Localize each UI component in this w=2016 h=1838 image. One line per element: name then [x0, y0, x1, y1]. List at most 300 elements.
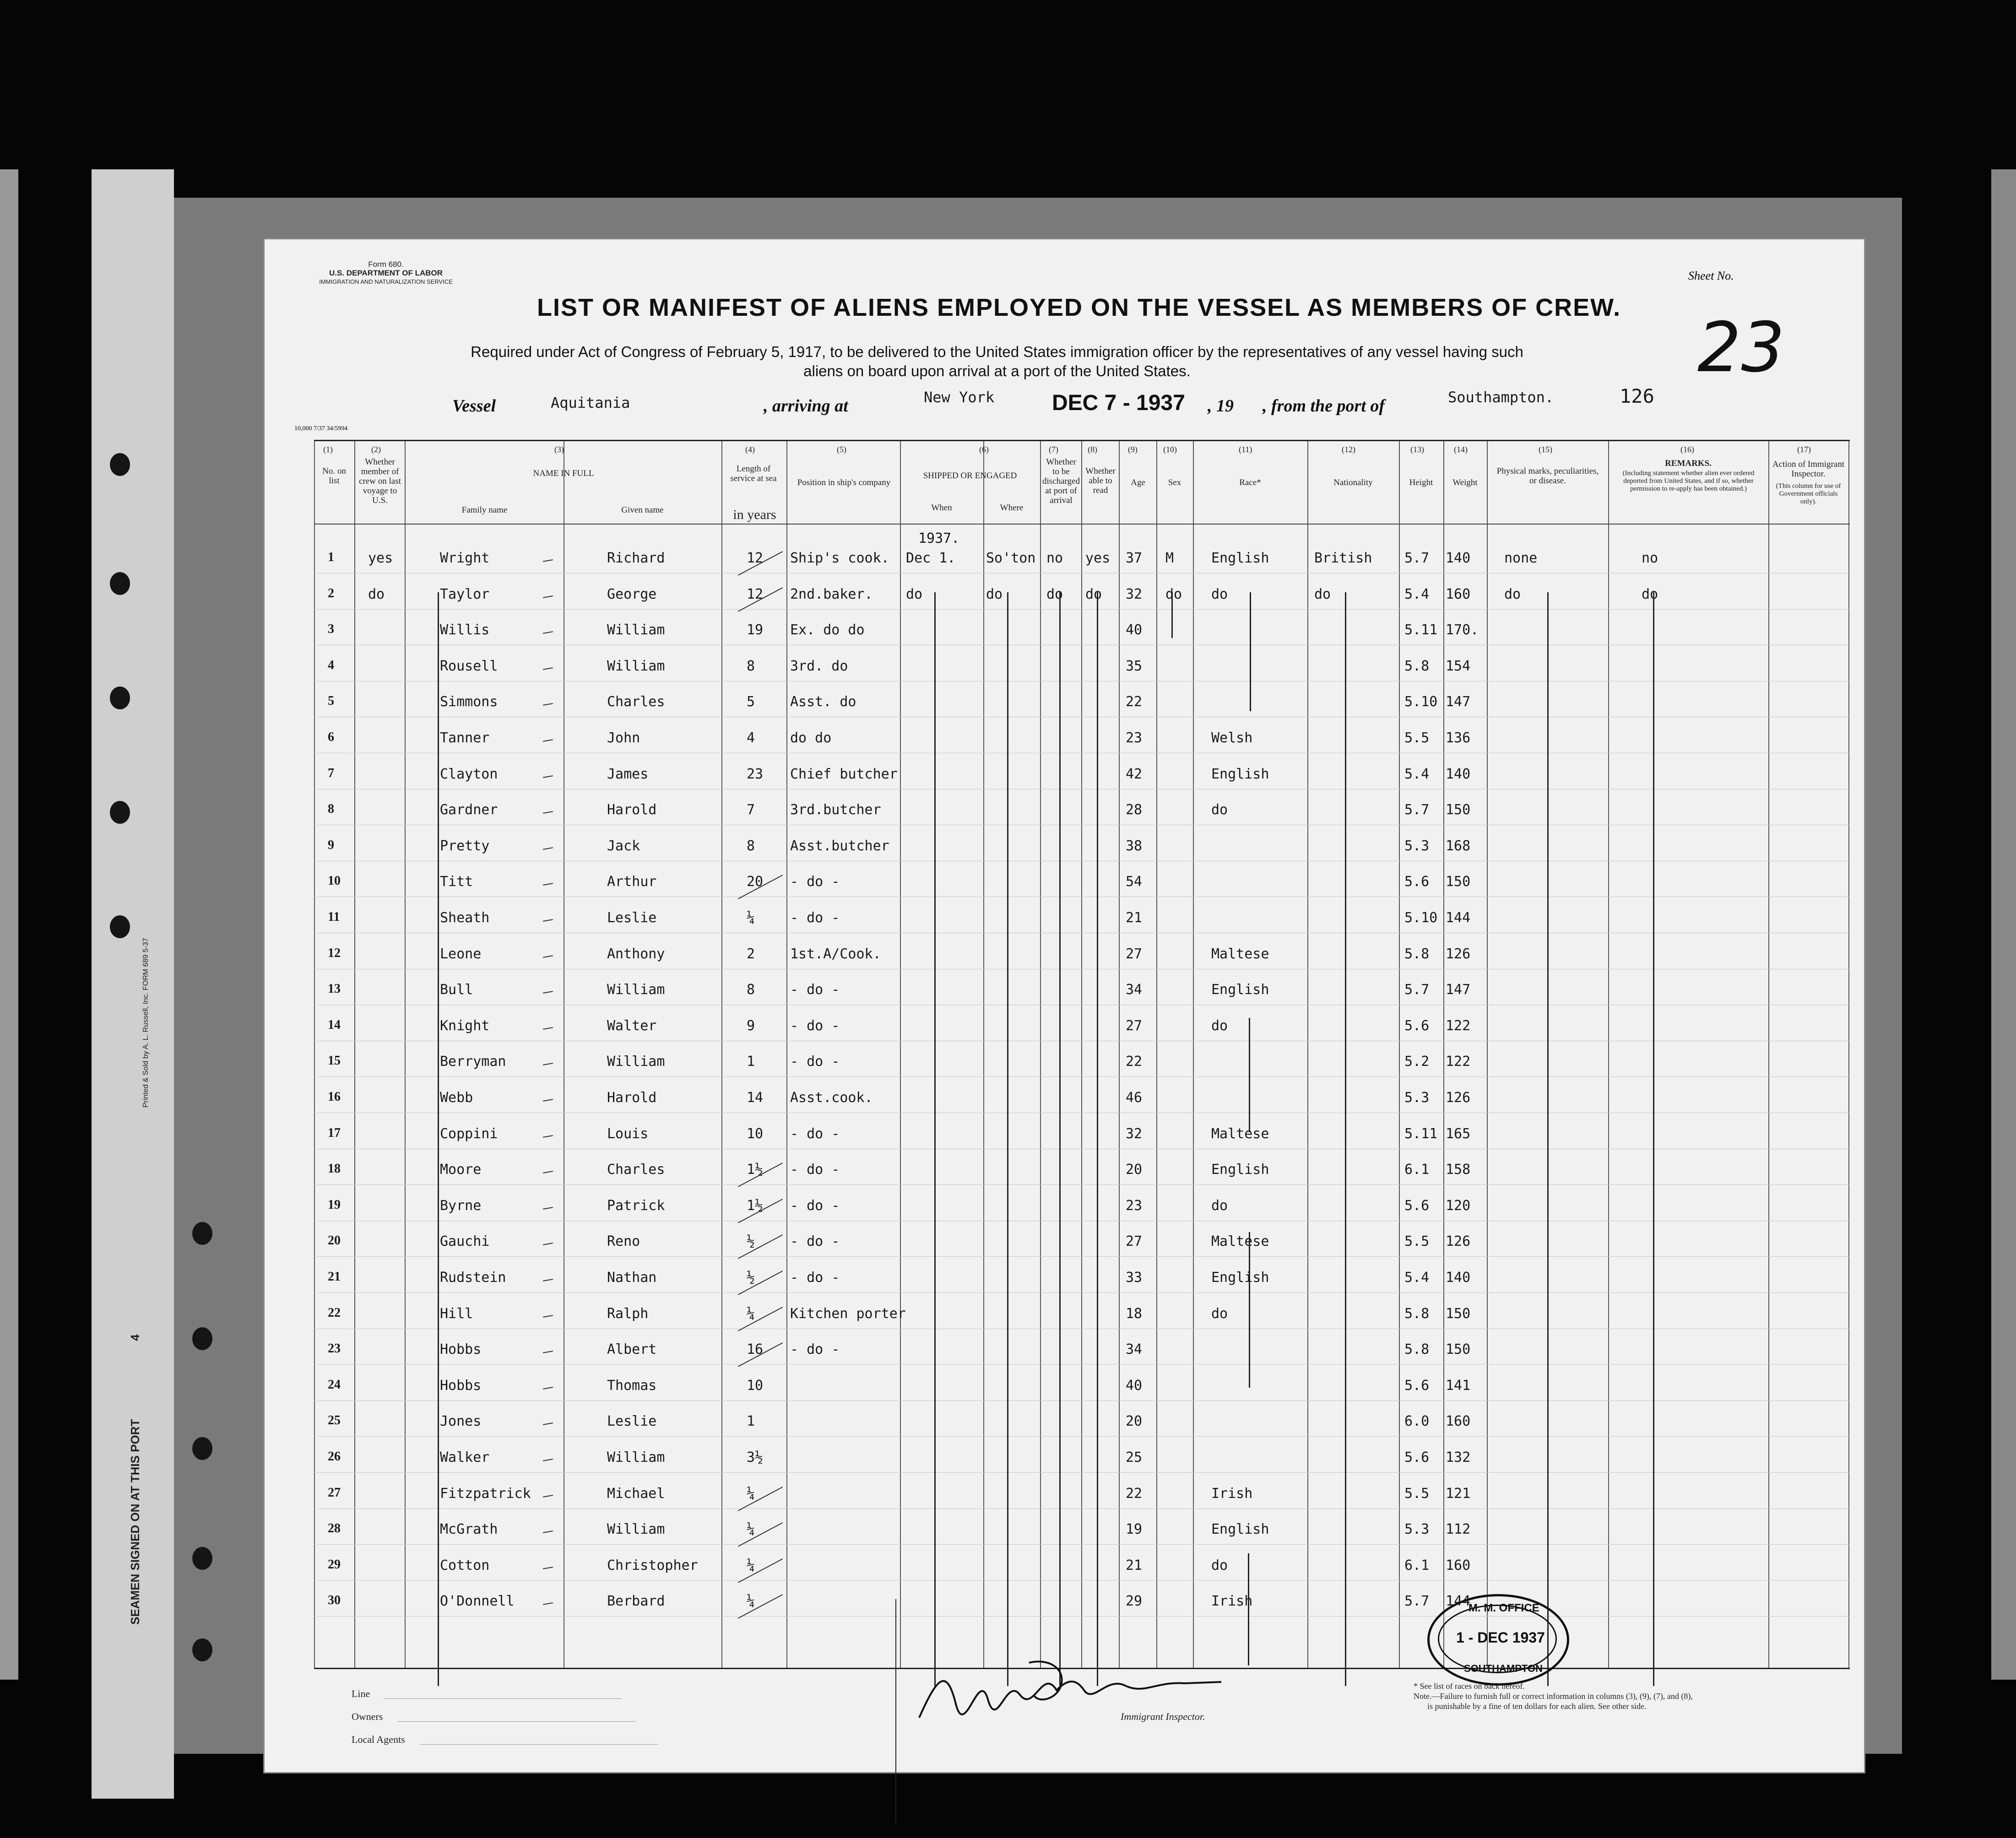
check-tick: [543, 919, 553, 922]
ditto-mark: [438, 592, 439, 1686]
col-num-15: (15): [1539, 445, 1552, 454]
row-number: 8: [328, 802, 334, 816]
cell-weight: 122: [1446, 1054, 1471, 1070]
col-age: Age: [1131, 478, 1145, 487]
handwritten-sheet-number: 23: [1697, 308, 1785, 388]
scan-edge-right: [1991, 169, 2016, 1680]
cell-when: Dec 1.: [906, 550, 956, 566]
cell-given-name: Harold: [607, 802, 657, 818]
cell-weight: 126: [1446, 1090, 1471, 1106]
row-number: 12: [328, 946, 341, 960]
check-tick: [543, 703, 553, 706]
cell-height: 5.5: [1404, 730, 1430, 746]
cell-sex: M: [1165, 550, 1174, 566]
col-inspector-action: Action of Immigrant Inspector.: [1772, 460, 1845, 479]
cell-given-name: Walter: [607, 1017, 657, 1034]
cell-length-of-service: 8: [747, 838, 755, 854]
check-tick: [543, 739, 553, 742]
cell-height: 5.5: [1404, 1233, 1430, 1250]
row-number: 20: [328, 1233, 341, 1248]
cell-family-name: Hobbs: [440, 1341, 482, 1358]
cell-height: 5.6: [1404, 1197, 1430, 1214]
cell-family-name: Sheath: [440, 910, 490, 926]
cell-length-of-service: 1½: [747, 1197, 764, 1214]
cell-age: 40: [1126, 622, 1143, 638]
cell-nationality: do: [1314, 586, 1331, 602]
ditto-mark: [1345, 592, 1346, 1686]
cell-position: - do -: [790, 1125, 840, 1142]
check-tick: [543, 1530, 553, 1533]
cell-length-of-service: 10: [747, 1377, 764, 1394]
penalty-note-1: Note.—Failure to furnish full or correct information in columns (3), (9), (7), and (8),: [1414, 1692, 1693, 1701]
cell-family-name: Fitzpatrick: [440, 1485, 531, 1502]
cell-given-name: Harold: [607, 1090, 657, 1106]
col-num-14: (14): [1454, 445, 1468, 454]
cell-race: English: [1211, 982, 1269, 998]
cell-weight: 144: [1446, 1593, 1471, 1610]
col-num-2: (2): [371, 445, 381, 454]
col-num-9: (9): [1128, 445, 1138, 454]
cell-length-of-service: ¼: [747, 910, 755, 926]
cell-length-of-service: ½: [747, 1233, 755, 1250]
col-num-1: (1): [323, 445, 333, 454]
row-number: 13: [328, 982, 341, 996]
cell-age: 22: [1126, 1054, 1143, 1070]
cell-length-of-service: 9: [747, 1017, 755, 1034]
cell-family-name: Walker: [440, 1449, 490, 1465]
punch-hole: [110, 572, 130, 595]
col-physical-marks: Physical marks, peculiarities, or disease.: [1496, 466, 1599, 486]
cell-position: - do -: [790, 982, 840, 998]
row-number: 15: [328, 1054, 341, 1068]
cell-position: - do -: [790, 1197, 840, 1214]
cell-given-name: George: [607, 586, 657, 602]
cell-race: Maltese: [1211, 1125, 1269, 1142]
cell-race: English: [1211, 1162, 1269, 1178]
cell-weight: 165: [1446, 1125, 1471, 1142]
cell-weight: 150: [1446, 802, 1471, 818]
cell-position: - do -: [790, 1233, 840, 1250]
cell-race: do: [1211, 1305, 1228, 1322]
cell-weight: 147: [1446, 982, 1471, 998]
punch-hole: [192, 1638, 212, 1661]
subtitle-line-1: Required under Act of Congress of February 5, 1917, to be delivered to the United States immigration officer by the representatives of any vessel having such: [471, 343, 1523, 360]
row-number: 6: [328, 730, 334, 744]
cell-length-of-service: 4: [747, 730, 755, 746]
cell-family-name: Knight: [440, 1017, 490, 1034]
cell-where: do: [986, 586, 1003, 602]
cell-length-of-service: 8: [747, 982, 755, 998]
cell-position: 1st.A/Cook.: [790, 946, 881, 962]
arriving-label: , arriving at: [764, 396, 848, 416]
col-nationality: Nationality: [1333, 478, 1373, 487]
col-weight: Weight: [1452, 478, 1478, 487]
row-number: 10: [328, 874, 341, 888]
cell-age: 23: [1126, 1197, 1143, 1214]
ditto-mark: [1547, 592, 1549, 1686]
cell-age: 34: [1126, 982, 1143, 998]
row-number: 27: [328, 1485, 341, 1500]
stamp-location: SOUTHAMPTON: [1464, 1663, 1543, 1674]
tally-slash: [738, 1558, 783, 1583]
cell-weight: 136: [1446, 730, 1471, 746]
cell-length-of-service: ¼: [747, 1593, 755, 1610]
cell-height: 6.1: [1404, 1162, 1430, 1178]
row-number: 17: [328, 1125, 341, 1140]
cell-race: Irish: [1211, 1593, 1253, 1610]
col-num-12: (12): [1342, 445, 1355, 454]
punch-hole: [192, 1327, 212, 1350]
cell-position: - do -: [790, 910, 840, 926]
cell-height: 5.3: [1404, 838, 1430, 854]
subtitle-line-2: aliens on board upon arrival at a port of the United States.: [803, 362, 1191, 379]
cell-last-voyage: do: [368, 586, 385, 602]
cell-family-name: Rousell: [440, 658, 498, 674]
owners-label: Owners: [352, 1711, 383, 1722]
cell-height: 5.8: [1404, 1341, 1430, 1358]
cell-age: 29: [1126, 1593, 1143, 1610]
cell-age: 21: [1126, 910, 1143, 926]
col-in-years: in years: [733, 507, 776, 522]
col-height: Height: [1409, 478, 1433, 487]
cell-race: do: [1211, 586, 1228, 602]
binding-strip: [92, 169, 174, 1799]
cell-length-of-service: 20: [747, 874, 764, 890]
col-num-5: (5): [837, 445, 846, 454]
cell-nationality: British: [1314, 550, 1372, 566]
cell-race: Irish: [1211, 1485, 1253, 1502]
tally-slash: [738, 1307, 783, 1331]
cell-race: Welsh: [1211, 730, 1253, 746]
col-where: Where: [1000, 503, 1024, 513]
cell-weight: 120: [1446, 1197, 1471, 1214]
cell-weight: 144: [1446, 910, 1471, 926]
stamp-office: M. M. OFFICE: [1469, 1602, 1539, 1614]
cell-height: 5.2: [1404, 1054, 1430, 1070]
col-length-of-service: Length of service at sea: [730, 464, 777, 483]
punch-hole: [192, 1437, 212, 1460]
cell-age: 32: [1126, 1125, 1143, 1142]
cell-weight: 168: [1446, 838, 1471, 854]
cell-height: 5.7: [1404, 982, 1430, 998]
cell-length-of-service: ¼: [747, 1557, 755, 1573]
check-tick: [543, 1243, 553, 1245]
cell-given-name: Michael: [607, 1485, 665, 1502]
cell-age: 28: [1126, 802, 1143, 818]
cell-height: 5.5: [1404, 1485, 1430, 1502]
races-note: * See list of races on back hereof.: [1414, 1681, 1525, 1691]
cell-position: Asst.butcher: [790, 838, 889, 854]
cell-family-name: O'Donnell: [440, 1593, 515, 1610]
cell-when: do: [906, 586, 923, 602]
col-num-11: (11): [1239, 445, 1252, 454]
check-tick: [543, 883, 553, 886]
check-tick: [543, 775, 553, 778]
ditto-mark: [1653, 592, 1654, 1686]
cell-length-of-service: ¼: [747, 1521, 755, 1538]
cell-height: 5.11: [1404, 1125, 1438, 1142]
page-number: 126: [1620, 385, 1654, 407]
cell-height: 5.10: [1404, 910, 1438, 926]
ditto-mark: [1249, 1232, 1250, 1388]
cell-family-name: Pretty: [440, 838, 490, 854]
check-tick: [543, 1279, 553, 1281]
cell-weight: 141: [1446, 1377, 1471, 1394]
ditto-mark: [1097, 592, 1098, 1686]
cell-family-name: Simmons: [440, 694, 498, 710]
cell-position: Chief butcher: [790, 766, 898, 782]
row-number: 3: [328, 622, 334, 637]
row-number: 7: [328, 766, 334, 780]
cell-weight: 140: [1446, 766, 1471, 782]
cell-family-name: Webb: [440, 1090, 473, 1106]
cell-given-name: Leslie: [607, 910, 657, 926]
col-given-name: Given name: [621, 505, 664, 515]
check-tick: [543, 1099, 553, 1102]
cell-length-of-service: 7: [747, 802, 755, 818]
departure-port: Southampton.: [1448, 389, 1554, 406]
cell-family-name: Tanner: [440, 730, 490, 746]
cell-length-of-service: 1: [747, 1413, 755, 1430]
cell-weight: 150: [1446, 874, 1471, 890]
cell-race: Maltese: [1211, 946, 1269, 962]
cell-position: - do -: [790, 874, 840, 890]
cell-remarks: no: [1642, 550, 1658, 566]
year-written: 1937.: [918, 530, 960, 546]
cell-length-of-service: 12: [747, 550, 764, 566]
row-number: 19: [328, 1197, 341, 1212]
cell-weight: 147: [1446, 694, 1471, 710]
cell-position: 2nd.baker.: [790, 586, 873, 602]
cell-given-name: Charles: [607, 1162, 665, 1178]
cell-weight: 160: [1446, 586, 1471, 602]
cell-height: 5.4: [1404, 586, 1430, 602]
manifest-sheet: [263, 238, 1865, 1773]
cell-length-of-service: 8: [747, 658, 755, 674]
cell-height: 6.1: [1404, 1557, 1430, 1573]
cell-position: Asst. do: [790, 694, 856, 710]
cell-given-name: James: [607, 766, 649, 782]
col-num-7: (7): [1049, 445, 1058, 454]
cell-family-name: Wright: [440, 550, 490, 566]
cell-discharged: no: [1046, 550, 1063, 566]
cell-position: Ex. do do: [790, 622, 865, 638]
sheet-number-label: Sheet No.: [1688, 269, 1734, 282]
cell-given-name: Anthony: [607, 946, 665, 962]
cell-age: 42: [1126, 766, 1143, 782]
cell-position: Asst.cook.: [790, 1090, 873, 1106]
check-tick: [543, 955, 553, 958]
cell-weight: 154: [1446, 658, 1471, 674]
stamp-date: 1 - DEC 1937: [1456, 1629, 1545, 1646]
service-name: IMMIGRATION AND NATURALIZATION SERVICE: [319, 278, 453, 285]
cell-height: 5.6: [1404, 874, 1430, 890]
cell-position: do do: [790, 730, 832, 746]
row-number: 16: [328, 1090, 341, 1104]
tally-slash: [738, 1270, 783, 1295]
cell-given-name: William: [607, 658, 665, 674]
col-remarks: REMARKS.: [1665, 459, 1712, 468]
punch-hole: [110, 915, 130, 938]
local-agents-label: Local Agents: [352, 1734, 405, 1745]
cell-family-name: Clayton: [440, 766, 498, 782]
cell-last-voyage: yes: [368, 550, 393, 566]
punch-hole: [110, 687, 130, 709]
cell-age: 34: [1126, 1341, 1143, 1358]
cell-given-name: Patrick: [607, 1197, 665, 1214]
cell-height: 5.8: [1404, 1305, 1430, 1322]
cell-race: do: [1211, 1557, 1228, 1573]
col-num-6: (6): [979, 445, 989, 454]
col-family-name: Family name: [461, 505, 508, 515]
cell-race: English: [1211, 1521, 1269, 1538]
cell-given-name: Jack: [607, 838, 640, 854]
check-tick: [543, 1351, 553, 1353]
cell-family-name: Taylor: [440, 586, 490, 602]
cell-weight: 158: [1446, 1162, 1471, 1178]
cell-family-name: Gardner: [440, 802, 498, 818]
cell-length-of-service: 1: [747, 1054, 755, 1070]
cell-length-of-service: ½: [747, 1270, 755, 1286]
row-number: 26: [328, 1449, 341, 1464]
cell-age: 27: [1126, 1233, 1143, 1250]
southampton-office-stamp: [1427, 1594, 1569, 1686]
check-tick: [543, 1135, 553, 1138]
row-number: 23: [328, 1341, 341, 1356]
cell-position: - do -: [790, 1054, 840, 1070]
punch-hole: [110, 801, 130, 824]
col-remarks-note: (Including statement whether alien ever ordered deported from United States, and if so, whether permission to re-apply has been obtained.): [1622, 470, 1755, 492]
cell-family-name: Berryman: [440, 1054, 506, 1070]
cell-age: 22: [1126, 1485, 1143, 1502]
cell-given-name: William: [607, 1054, 665, 1070]
check-tick: [543, 1171, 553, 1173]
row-number: 29: [328, 1557, 341, 1572]
cell-race: English: [1211, 1270, 1269, 1286]
col-able-to-read: Whether able to read: [1085, 466, 1116, 495]
cell-length-of-service: 16: [747, 1341, 764, 1358]
check-tick: [543, 595, 553, 598]
check-tick: [543, 1207, 553, 1210]
cell-length-of-service: 5: [747, 694, 755, 710]
scan-edge-left: [0, 169, 18, 1680]
cell-age: 23: [1126, 730, 1143, 746]
cell-weight: 126: [1446, 1233, 1471, 1250]
check-tick: [543, 1027, 553, 1030]
cell-height: 5.4: [1404, 1270, 1430, 1286]
cell-age: 22: [1126, 694, 1143, 710]
cell-physical-marks: none: [1504, 550, 1538, 566]
col-inspector-note: (This column for use of Government officials only).: [1776, 482, 1841, 505]
penalty-note-2: is punishable by a fine of ten dollars for each alien. See other side.: [1427, 1702, 1647, 1711]
row-number: 24: [328, 1377, 341, 1392]
cell-position: Kitchen porter: [790, 1305, 906, 1322]
cell-length-of-service: 10: [747, 1125, 764, 1142]
cell-family-name: Cotton: [440, 1557, 490, 1573]
cell-height: 5.7: [1404, 1593, 1430, 1610]
cell-age: 27: [1126, 1017, 1143, 1034]
check-tick: [543, 1063, 553, 1065]
subtitle: [310, 342, 1684, 381]
check-tick: [543, 1602, 553, 1605]
cell-position: - do -: [790, 1017, 840, 1034]
row-number: 21: [328, 1270, 341, 1284]
ditto-mark: [1249, 1018, 1250, 1132]
cell-length-of-service: 12: [747, 586, 764, 602]
ditto-mark: [1250, 592, 1251, 711]
cell-weight: 150: [1446, 1341, 1471, 1358]
cell-where: So'ton: [986, 550, 1036, 566]
cell-given-name: Albert: [607, 1341, 657, 1358]
tally-slash: [738, 1595, 783, 1619]
cell-given-name: Christopher: [607, 1557, 698, 1573]
tally-slash: [738, 1522, 783, 1546]
cell-given-name: William: [607, 622, 665, 638]
cell-height: 5.8: [1404, 946, 1430, 962]
check-tick: [543, 631, 553, 634]
cell-given-name: Thomas: [607, 1377, 657, 1394]
cell-able-to-read: yes: [1085, 550, 1111, 566]
cell-weight: 112: [1446, 1521, 1471, 1538]
arrival-port: New York: [924, 389, 995, 406]
seamen-signed-on-label: SEAMEN SIGNED ON AT THIS PORT: [128, 1419, 142, 1625]
cell-family-name: Moore: [440, 1162, 482, 1178]
cell-weight: 170.: [1446, 622, 1479, 638]
ditto-mark: [1171, 592, 1173, 638]
row-number: 14: [328, 1017, 341, 1032]
check-tick: [543, 811, 553, 814]
cell-family-name: Titt: [440, 874, 473, 890]
ditto-mark: [1059, 592, 1061, 1686]
cell-given-name: Berbard: [607, 1593, 665, 1610]
col-last-voyage: Whether member of crew on last voyage to U.S.: [359, 457, 401, 505]
cell-height: 5.11: [1404, 622, 1438, 638]
col-sex: Sex: [1168, 478, 1181, 487]
cell-weight: 150: [1446, 1305, 1471, 1322]
col-num-10: (10): [1163, 445, 1177, 454]
cell-height: 5.6: [1404, 1377, 1430, 1394]
form-header: [317, 260, 455, 286]
col-discharged: Whether to be discharged at port of arrival: [1042, 457, 1080, 505]
cell-weight: 140: [1446, 1270, 1471, 1286]
cell-height: 5.7: [1404, 550, 1430, 566]
cell-age: 32: [1126, 586, 1143, 602]
cell-race: do: [1211, 802, 1228, 818]
year-prefix: , 19: [1208, 396, 1234, 416]
cell-age: 54: [1126, 874, 1143, 890]
cell-race: English: [1211, 766, 1269, 782]
check-tick: [543, 1495, 553, 1497]
ditto-mark: [1007, 592, 1008, 1686]
check-tick: [543, 991, 553, 994]
cell-age: 40: [1126, 1377, 1143, 1394]
cell-position: 3rd. do: [790, 658, 848, 674]
cell-family-name: Rudstein: [440, 1270, 506, 1286]
cell-weight: 122: [1446, 1017, 1471, 1034]
cell-length-of-service: ¼: [747, 1485, 755, 1502]
cell-height: 5.4: [1404, 766, 1430, 782]
row-number: 22: [328, 1305, 341, 1320]
cell-family-name: McGrath: [440, 1521, 498, 1538]
cell-length-of-service: 19: [747, 622, 764, 638]
cell-given-name: Nathan: [607, 1270, 657, 1286]
vessel-name: Aquitania: [551, 394, 630, 411]
col-num-17: (17): [1797, 445, 1811, 454]
cell-age: 27: [1126, 946, 1143, 962]
col-num-3: (3): [554, 445, 564, 454]
line-label: Line: [352, 1688, 370, 1699]
cell-family-name: Jones: [440, 1413, 482, 1430]
